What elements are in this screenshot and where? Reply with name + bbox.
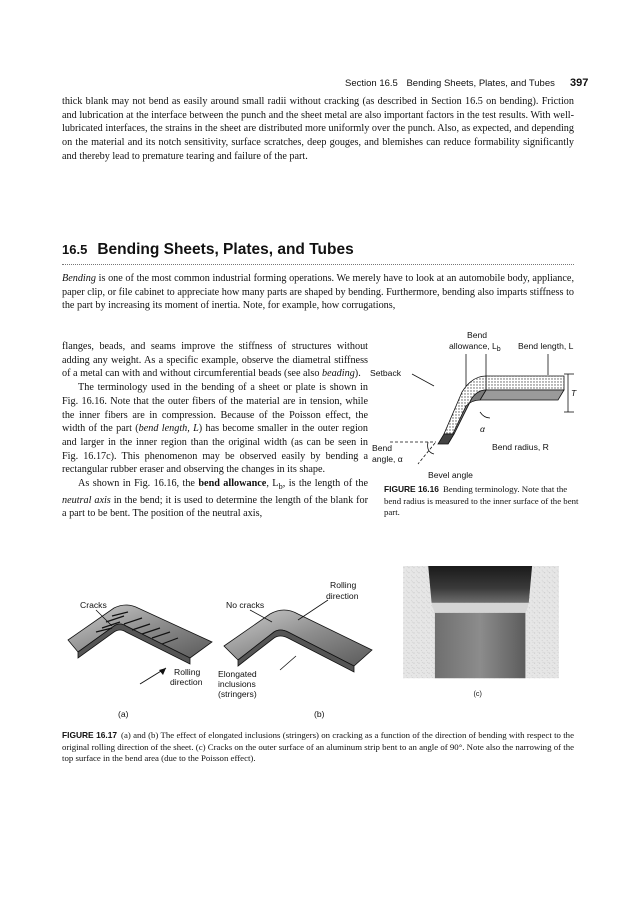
paragraph-allowance: [62, 477, 368, 521]
label-bevel-angle: Bevel angle: [428, 470, 473, 480]
term-bend-length: bend length, L: [138, 423, 199, 435]
paragraph-terminology-text2: ) has become smaller in the outer region and larger in the inner region than the original width (as can be seen in Fig. 16.17c). This phenomenon may be observed easily by bending a rectangular rubber eraser and observing the changes in its shape.: [62, 423, 368, 476]
label-panel-a: (a): [118, 709, 129, 719]
label-elongated-3: (stringers): [218, 689, 257, 699]
intro-paragraph: thick blank may not bend as easily around small radii without cracking (as described in Section 16.5 on bending). Friction and lubrication at the interface between the punch and the sheet metal are also important factors in the test results. With well-lubricated interfaces, the strains in the sheet are distributed more uniformly over the punch. Also, as expected, and depending on the material and its notch sensitivity, surface scratches, deep gouges, and blemishes can reduce formability significantly and thereby lead to premature tearing and failure of the part.: [62, 96, 574, 162]
label-rolling-direction-a-1: Rolling: [174, 667, 201, 677]
label-rolling-direction-top-1: Rolling: [330, 580, 357, 590]
figure-16-17-label: FIGURE 16.17: [62, 730, 118, 740]
term-bend-allowance: bend allowance: [198, 478, 267, 490]
figure-16-16-label: FIGURE 16.16: [384, 484, 439, 494]
section-number: 16.5: [62, 242, 88, 257]
panel-c-photo: [388, 566, 574, 700]
term-neutral-axis: neutral axis: [62, 494, 111, 506]
paragraph-flanges: [62, 340, 368, 381]
label-bend-length: Bend length, L: [518, 341, 574, 351]
section-title: Bending Sheets, Plates, and Tubes: [97, 241, 354, 258]
figure-16-17-diagrams: [62, 560, 378, 720]
left-column-text: [62, 340, 368, 521]
paragraph-terminology: [62, 381, 368, 477]
paragraph-terminology-text1: The terminology used in the bending of a sheet or plate is shown in Fig. 16.16. Note that the outer fibers of the material are in tension, while the inner fibers are in compression. Because of the Poisson effect, the width of the part (: [62, 382, 368, 435]
label-no-cracks: No cracks: [226, 600, 265, 610]
label-t: T: [571, 388, 577, 398]
paragraph-allowance-text2: , L: [266, 478, 279, 490]
label-cracks: Cracks: [80, 600, 107, 610]
paragraph-flanges-text1: flanges, beads, and seams improve the stiffness of structures without adding any weight. As a specific example, observe the diametral stiffness of a metal can with and without circumferential beads (see also: [62, 341, 368, 380]
label-rolling-direction-a-2: direction: [170, 677, 203, 687]
label-elongated-1: Elongated: [218, 669, 257, 679]
label-bend: Bend: [467, 330, 488, 340]
paragraph-bending-text: is one of the most common industrial forming operations. We merely have to look at an automobile body, appliance, paper clip, or file cabinet to appreciate how many parts are shaped by bending. Furthermore, bending also imparts stiffness to the part by increasing its moment of inertia. Note, for example, how corrugations,: [62, 273, 574, 312]
bent-sheet-shape: [438, 376, 564, 444]
label-panel-c: (c): [473, 688, 482, 698]
small-alpha-arc: [480, 412, 490, 418]
figure-16-17-caption-text: (a) and (b) The effect of elongated inclusions (stringers) on cracking as a function of the direction of bending with respect to the original rolling direction of the sheet. (c) Cracks on the outer surface of an aluminum strip bent to an angle of 90°. Note also the narrowing of the top surface in the bend area (due to the Poisson effect).: [62, 730, 574, 764]
figure-16-16-caption: [384, 484, 584, 519]
panel-b-shape: [224, 600, 372, 672]
label-bend-radius: Bend radius, R: [492, 442, 549, 452]
label-panel-b: (b): [314, 709, 325, 719]
paragraph-flanges-text2: ).: [354, 368, 361, 380]
running-header: [345, 78, 575, 89]
label-bend-angle-1: Bend: [372, 443, 393, 453]
label-alpha-small: α: [480, 424, 485, 434]
paragraph-allowance-text3: , is the length of the: [282, 478, 369, 490]
label-setback: Setback: [370, 368, 402, 378]
label-rolling-direction-top-2: direction: [326, 591, 359, 601]
subscript-b: b: [278, 481, 283, 492]
header-title: Bending Sheets, Plates, and Tubes: [406, 78, 555, 89]
paragraph-allowance-text4: in the bend; it is used to determine the length of the blank for a part to be bent. The position of the neutral axis,: [62, 494, 368, 520]
term-beading: beading: [321, 368, 355, 380]
figure-16-17-caption: [62, 730, 574, 765]
label-allowance: allowance, $L_b$: [449, 341, 501, 353]
term-bending: Bending: [62, 273, 96, 284]
paragraph-bending: [62, 272, 574, 313]
label-elongated-2: inclusions: [218, 679, 256, 689]
paragraph-allowance-text1: As shown in Fig. 16.16, the: [78, 478, 199, 490]
section-heading: [62, 241, 354, 259]
figure-16-16-caption-text: Bending terminology. Note that the bend radius is measured to the inner surface of the bent part.: [384, 484, 579, 518]
header-section: Section 16.5: [345, 78, 398, 89]
label-bend-angle-2: angle, α: [372, 454, 403, 464]
section-rule: [62, 264, 574, 265]
figure-16-16-diagram: [368, 330, 584, 480]
page-number: 397: [570, 77, 589, 89]
